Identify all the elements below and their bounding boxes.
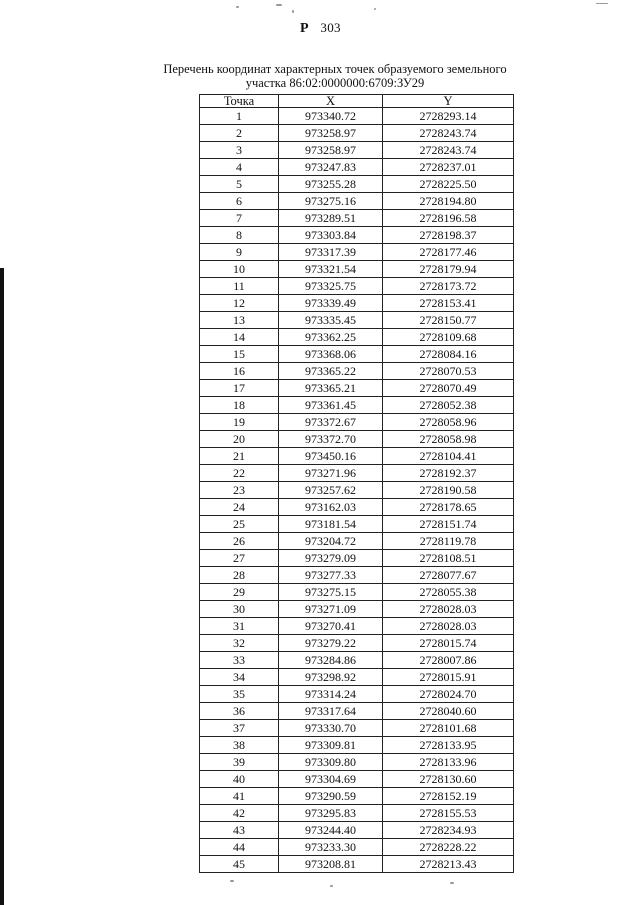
cell-x: 973279.09 xyxy=(279,550,383,567)
scan-noise xyxy=(236,6,239,8)
cell-point: 14 xyxy=(200,329,279,346)
cell-point: 3 xyxy=(200,142,279,159)
table-row xyxy=(200,261,514,278)
cell-x: 973295.83 xyxy=(279,805,383,822)
cell-x: 973330.70 xyxy=(279,720,383,737)
scan-noise xyxy=(330,885,333,887)
cell-y: 2728179.94 xyxy=(383,261,514,278)
table-row xyxy=(200,822,514,839)
table-row xyxy=(200,499,514,516)
cell-x: 973339.49 xyxy=(279,295,383,312)
cell-y: 2728234.93 xyxy=(383,822,514,839)
cell-y: 2728058.96 xyxy=(383,414,514,431)
table-row xyxy=(200,771,514,788)
cell-point: 45 xyxy=(200,856,279,873)
cell-y: 2728150.77 xyxy=(383,312,514,329)
cell-point: 31 xyxy=(200,618,279,635)
cell-y: 2728198.37 xyxy=(383,227,514,244)
scan-edge-bar xyxy=(0,268,4,905)
table-row xyxy=(200,278,514,295)
document-title: Перечень координат характерных точек образуемого земельного участка 86:02:0000000:6709:ЗУ29 xyxy=(163,62,507,90)
scan-noise xyxy=(596,3,608,4)
table-row xyxy=(200,669,514,686)
cell-point: 6 xyxy=(200,193,279,210)
cell-point: 38 xyxy=(200,737,279,754)
cell-y: 2728178.65 xyxy=(383,499,514,516)
cell-x: 973340.72 xyxy=(279,108,383,125)
cell-y: 2728192.37 xyxy=(383,465,514,482)
cell-y: 2728228.22 xyxy=(383,839,514,856)
table-row xyxy=(200,720,514,737)
cell-y: 2728052.38 xyxy=(383,397,514,414)
table-row xyxy=(200,482,514,499)
cell-x: 973290.59 xyxy=(279,788,383,805)
cell-x: 973204.72 xyxy=(279,533,383,550)
cell-point: 32 xyxy=(200,635,279,652)
cell-point: 4 xyxy=(200,159,279,176)
table-row xyxy=(200,635,514,652)
cell-y: 2728243.74 xyxy=(383,142,514,159)
cell-x: 973362.25 xyxy=(279,329,383,346)
table-row xyxy=(200,618,514,635)
cell-x: 973298.92 xyxy=(279,669,383,686)
cell-y: 2728213.43 xyxy=(383,856,514,873)
cell-x: 973361.45 xyxy=(279,397,383,414)
cell-y: 2728109.68 xyxy=(383,329,514,346)
table-row xyxy=(200,533,514,550)
table-row xyxy=(200,516,514,533)
cell-point: 29 xyxy=(200,584,279,601)
table-row xyxy=(200,397,514,414)
table-row xyxy=(200,703,514,720)
cell-y: 2728293.14 xyxy=(383,108,514,125)
page-mark: P xyxy=(300,21,309,36)
header-y: Y xyxy=(383,95,514,108)
cell-point: 37 xyxy=(200,720,279,737)
cell-y: 2728070.53 xyxy=(383,363,514,380)
cell-point: 40 xyxy=(200,771,279,788)
cell-y: 2728194.80 xyxy=(383,193,514,210)
cell-point: 36 xyxy=(200,703,279,720)
cell-point: 18 xyxy=(200,397,279,414)
cell-x: 973181.54 xyxy=(279,516,383,533)
cell-x: 973317.39 xyxy=(279,244,383,261)
coordinates-table xyxy=(199,94,514,873)
cell-y: 2728153.41 xyxy=(383,295,514,312)
cell-y: 2728151.74 xyxy=(383,516,514,533)
cell-x: 973372.67 xyxy=(279,414,383,431)
cell-point: 16 xyxy=(200,363,279,380)
cell-x: 973368.06 xyxy=(279,346,383,363)
cell-point: 34 xyxy=(200,669,279,686)
cell-point: 15 xyxy=(200,346,279,363)
cell-y: 2728058.98 xyxy=(383,431,514,448)
table-row xyxy=(200,227,514,244)
cell-y: 2728028.03 xyxy=(383,618,514,635)
cell-point: 17 xyxy=(200,380,279,397)
header-point: Точка xyxy=(200,95,279,108)
cell-y: 2728243.74 xyxy=(383,125,514,142)
cell-y: 2728177.46 xyxy=(383,244,514,261)
cell-point: 19 xyxy=(200,414,279,431)
cell-point: 39 xyxy=(200,754,279,771)
cell-y: 2728133.95 xyxy=(383,737,514,754)
cell-y: 2728108.51 xyxy=(383,550,514,567)
cell-y: 2728055.38 xyxy=(383,584,514,601)
cell-x: 973303.84 xyxy=(279,227,383,244)
table-row xyxy=(200,686,514,703)
cell-y: 2728152.19 xyxy=(383,788,514,805)
table-row xyxy=(200,346,514,363)
table-row xyxy=(200,108,514,125)
table-row xyxy=(200,856,514,873)
cell-point: 25 xyxy=(200,516,279,533)
cell-x: 973304.69 xyxy=(279,771,383,788)
cell-point: 11 xyxy=(200,278,279,295)
cell-point: 21 xyxy=(200,448,279,465)
cell-x: 973258.97 xyxy=(279,142,383,159)
table-row xyxy=(200,159,514,176)
table-row xyxy=(200,329,514,346)
table-row xyxy=(200,788,514,805)
cell-point: 27 xyxy=(200,550,279,567)
cell-point: 13 xyxy=(200,312,279,329)
cell-y: 2728028.03 xyxy=(383,601,514,618)
cell-point: 26 xyxy=(200,533,279,550)
table-row xyxy=(200,754,514,771)
scan-noise xyxy=(450,882,454,884)
cell-y: 2728130.60 xyxy=(383,771,514,788)
scan-noise xyxy=(374,8,376,10)
cell-point: 33 xyxy=(200,652,279,669)
table-header-row xyxy=(200,95,514,108)
cell-x: 973233.30 xyxy=(279,839,383,856)
cell-x: 973365.22 xyxy=(279,363,383,380)
cell-point: 1 xyxy=(200,108,279,125)
table-row xyxy=(200,431,514,448)
cell-y: 2728173.72 xyxy=(383,278,514,295)
table-row xyxy=(200,380,514,397)
cell-point: 9 xyxy=(200,244,279,261)
table-row xyxy=(200,550,514,567)
cell-y: 2728084.16 xyxy=(383,346,514,363)
cell-point: 10 xyxy=(200,261,279,278)
cell-x: 973270.41 xyxy=(279,618,383,635)
table-row xyxy=(200,210,514,227)
cell-y: 2728133.96 xyxy=(383,754,514,771)
cell-y: 2728070.49 xyxy=(383,380,514,397)
scan-noise xyxy=(292,10,294,13)
cell-point: 22 xyxy=(200,465,279,482)
cell-y: 2728190.58 xyxy=(383,482,514,499)
table-row xyxy=(200,652,514,669)
scan-noise xyxy=(230,880,234,882)
cell-x: 973257.62 xyxy=(279,482,383,499)
table-row xyxy=(200,805,514,822)
table-row xyxy=(200,839,514,856)
cell-point: 43 xyxy=(200,822,279,839)
cell-x: 973365.21 xyxy=(279,380,383,397)
cell-x: 973372.70 xyxy=(279,431,383,448)
cell-x: 973289.51 xyxy=(279,210,383,227)
cell-point: 20 xyxy=(200,431,279,448)
table-row xyxy=(200,176,514,193)
cell-x: 973271.96 xyxy=(279,465,383,482)
table-row xyxy=(200,601,514,618)
cell-y: 2728196.58 xyxy=(383,210,514,227)
cell-x: 973321.54 xyxy=(279,261,383,278)
cell-y: 2728237.01 xyxy=(383,159,514,176)
page-number xyxy=(300,20,341,37)
table-row xyxy=(200,465,514,482)
table-row xyxy=(200,448,514,465)
cell-y: 2728040.60 xyxy=(383,703,514,720)
cell-x: 973162.03 xyxy=(279,499,383,516)
cell-y: 2728015.74 xyxy=(383,635,514,652)
cell-x: 973208.81 xyxy=(279,856,383,873)
table-row xyxy=(200,244,514,261)
table-row xyxy=(200,142,514,159)
cell-y: 2728155.53 xyxy=(383,805,514,822)
cell-x: 973450.16 xyxy=(279,448,383,465)
cell-x: 973284.86 xyxy=(279,652,383,669)
cell-point: 24 xyxy=(200,499,279,516)
cell-x: 973255.28 xyxy=(279,176,383,193)
cell-y: 2728119.78 xyxy=(383,533,514,550)
cell-x: 973271.09 xyxy=(279,601,383,618)
cell-x: 973279.22 xyxy=(279,635,383,652)
cell-point: 30 xyxy=(200,601,279,618)
cell-y: 2728101.68 xyxy=(383,720,514,737)
cell-x: 973275.16 xyxy=(279,193,383,210)
cell-point: 7 xyxy=(200,210,279,227)
cell-x: 973258.97 xyxy=(279,125,383,142)
cell-point: 12 xyxy=(200,295,279,312)
table-row xyxy=(200,295,514,312)
cell-point: 44 xyxy=(200,839,279,856)
cell-x: 973244.40 xyxy=(279,822,383,839)
table-row xyxy=(200,312,514,329)
cell-point: 8 xyxy=(200,227,279,244)
cell-x: 973325.75 xyxy=(279,278,383,295)
cell-point: 2 xyxy=(200,125,279,142)
scan-noise xyxy=(276,4,282,6)
cell-x: 973314.24 xyxy=(279,686,383,703)
cell-point: 35 xyxy=(200,686,279,703)
table-row xyxy=(200,193,514,210)
cell-x: 973277.33 xyxy=(279,567,383,584)
cell-y: 2728077.67 xyxy=(383,567,514,584)
table-row xyxy=(200,737,514,754)
cell-point: 28 xyxy=(200,567,279,584)
cell-x: 973247.83 xyxy=(279,159,383,176)
table-row xyxy=(200,125,514,142)
cell-y: 2728104.41 xyxy=(383,448,514,465)
cell-point: 42 xyxy=(200,805,279,822)
table-row xyxy=(200,584,514,601)
cell-y: 2728007.86 xyxy=(383,652,514,669)
header-x: X xyxy=(279,95,383,108)
cell-y: 2728024.70 xyxy=(383,686,514,703)
cell-y: 2728225.50 xyxy=(383,176,514,193)
cell-x: 973335.45 xyxy=(279,312,383,329)
cell-point: 5 xyxy=(200,176,279,193)
table-row xyxy=(200,567,514,584)
table-row xyxy=(200,414,514,431)
cell-x: 973275.15 xyxy=(279,584,383,601)
cell-x: 973317.64 xyxy=(279,703,383,720)
page-number-value: 303 xyxy=(320,20,341,35)
cell-point: 23 xyxy=(200,482,279,499)
cell-x: 973309.81 xyxy=(279,737,383,754)
table-row xyxy=(200,363,514,380)
cell-y: 2728015.91 xyxy=(383,669,514,686)
cell-point: 41 xyxy=(200,788,279,805)
cell-x: 973309.80 xyxy=(279,754,383,771)
